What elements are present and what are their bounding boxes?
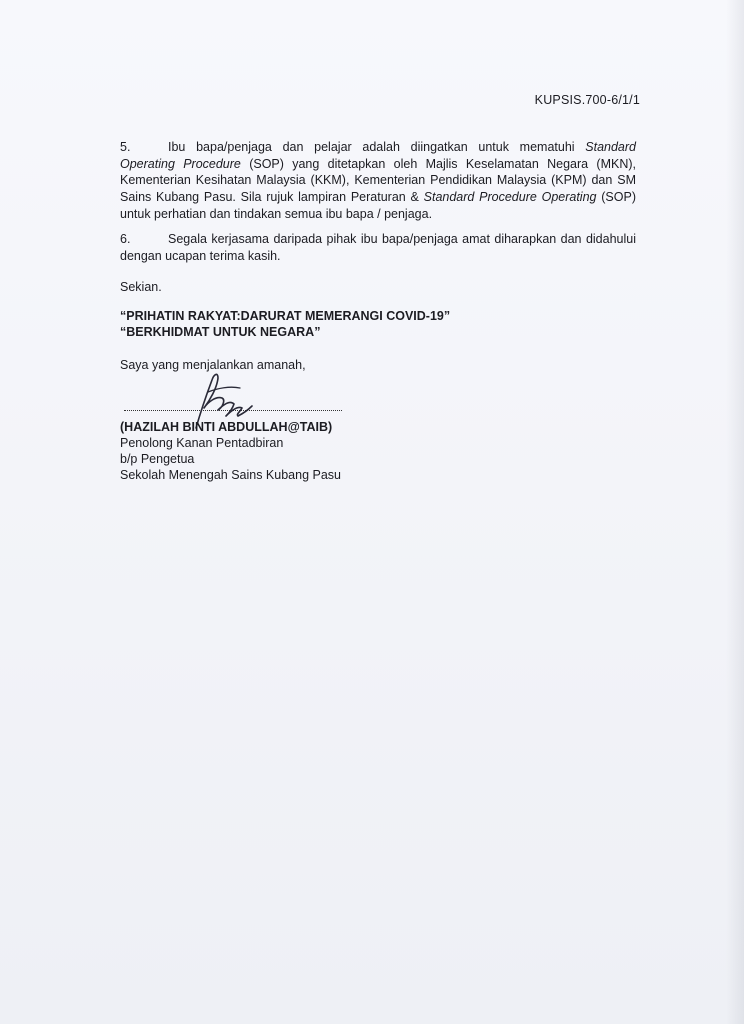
trust-line: Saya yang menjalankan amanah, bbox=[120, 358, 306, 372]
paragraph-5 bbox=[120, 139, 636, 223]
page-edge-shadow bbox=[726, 0, 744, 1024]
signatory-name: (HAZILAH BINTI ABDULLAH@TAIB) bbox=[120, 420, 333, 434]
paragraph-6-number: 6. bbox=[120, 232, 131, 246]
paragraph-5-number: 5. bbox=[120, 140, 131, 154]
signatory-school: Sekolah Menengah Sains Kubang Pasu bbox=[120, 468, 341, 482]
signatory-on-behalf: b/p Pengetua bbox=[120, 452, 195, 466]
paragraph-6-text: Segala kerjasama daripada pihak ibu bapa/penjaga amat diharapkan dan didahului dengan ucapan terima kasih. bbox=[120, 232, 636, 263]
paragraph-5-italic-b: Standard Procedure Operating bbox=[423, 190, 597, 205]
reference-number: KUPSIS.700-6/1/1 bbox=[534, 93, 640, 107]
closing-text: Sekian. bbox=[120, 280, 162, 294]
paragraph-5-text-b: (SOP) yang ditetapkan oleh Majlis Keselamatan Negara (MKN), Kementerian Kesihatan Malaysia (KKM), Kementerian Pendidikan Malaysia (KPM) dan SM Sains Kubang Pasu. Sila rujuk lampiran Peraturan & bbox=[120, 156, 636, 205]
paragraph-5-italic-a: Standard Operating Procedure bbox=[120, 140, 636, 171]
slogan-1: “PRIHATIN RAKYAT:DARURAT MEMERANGI COVID-19” bbox=[120, 309, 451, 323]
paragraph-5-text-a: Ibu bapa/penjaga dan pelajar adalah diingatkan untuk mematuhi bbox=[168, 140, 586, 154]
slogan-2: “BERKHIDMAT UNTUK NEGARA” bbox=[120, 325, 321, 339]
paragraph-6 bbox=[120, 231, 636, 264]
signatory-position: Penolong Kanan Pentadbiran bbox=[120, 436, 284, 450]
paragraph-5-text-c: (SOP) untuk perhatian dan tindakan semua ibu bapa / penjaga. bbox=[120, 190, 636, 221]
